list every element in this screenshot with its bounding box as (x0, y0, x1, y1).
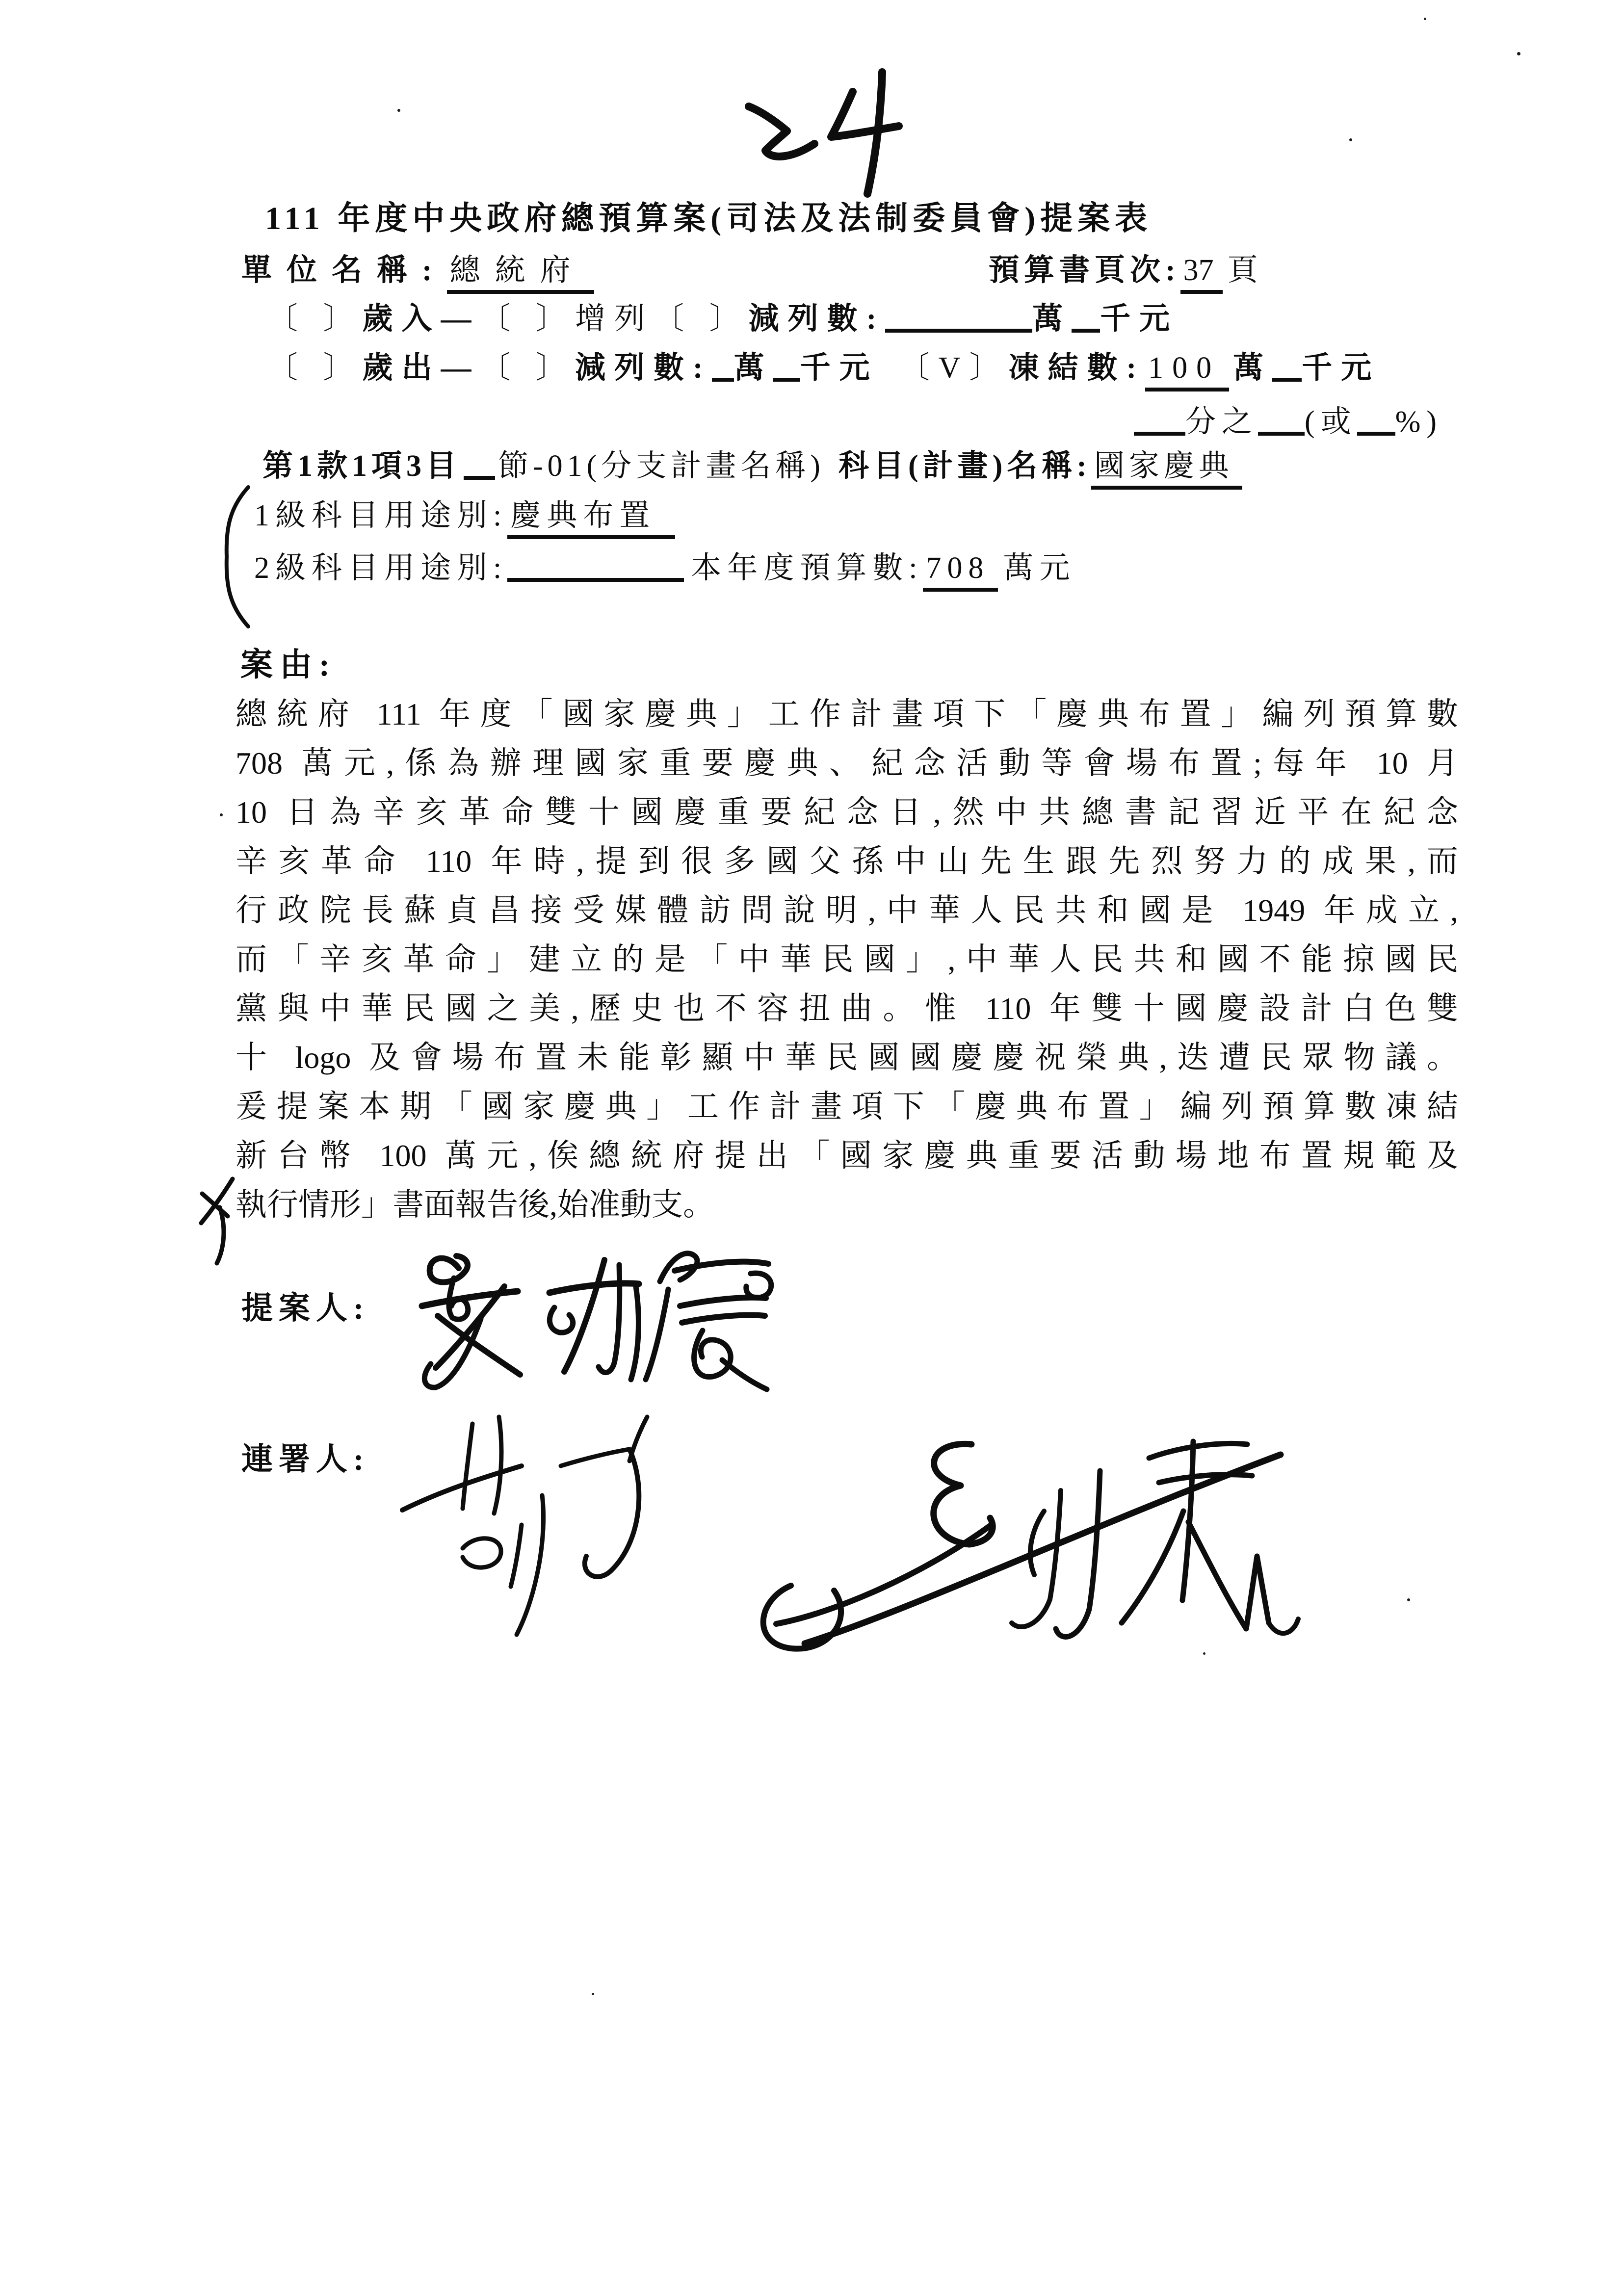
qianyuan-unit: 千元 (1100, 302, 1179, 336)
blank-underline (1072, 300, 1100, 333)
fraction-label: 分之 (1185, 405, 1258, 439)
cut-checkbox-2: 〔 〕 (480, 351, 576, 385)
scan-speck (1424, 18, 1426, 20)
cut-amount-label: 減列數: (748, 302, 886, 336)
proposer-signature (407, 1231, 780, 1393)
unit-name-value: 總統府 (447, 254, 594, 294)
cut-amount-label-2: 減列數: (575, 351, 712, 385)
blank-underline (1357, 403, 1395, 436)
case-reason-body (236, 690, 1458, 1229)
revenue-dash: — (441, 302, 480, 336)
blank-underline (1258, 403, 1305, 436)
freeze-wan-unit: 萬 (1233, 351, 1273, 385)
handwritten-margin-mark (191, 1165, 255, 1268)
blank-underline (507, 549, 684, 582)
cosigner-label: 連署人: (241, 1442, 370, 1477)
case-line: 行政院長蘇貞昌接受媒體訪問說明,中華人民共和國是 1949 年成立, (236, 893, 1458, 928)
section-text: 節-01(分支計畫名稱) (498, 449, 825, 483)
budget-page-label: 預算書頁次: (989, 254, 1180, 287)
subject-name-label: 科目(計畫)名稱: (838, 449, 1091, 483)
blank-underline (712, 349, 734, 382)
case-line: 黨與中華民國之美,歷史也不容扭曲。惟 110 年雙十國慶設計白色雙 (236, 991, 1458, 1026)
blank-underline (885, 300, 1032, 333)
scan-speck (1407, 1598, 1410, 1601)
case-line: 總統府 111 年度「國家慶典」工作計畫項下「慶典布置」編列預算數 (236, 697, 1458, 731)
case-line: 十 logo 及會場布置未能彰顯中華民國國慶慶祝榮典,迭遭民眾物議。 (236, 1040, 1458, 1075)
scan-speck (1203, 1652, 1205, 1655)
expenditure-dash: — (441, 351, 480, 385)
add-label: 增列 (575, 302, 654, 336)
budget-page-value: 37 (1180, 254, 1223, 294)
or-open: (或 (1305, 405, 1357, 439)
freeze-amount-value: 100 (1145, 351, 1229, 391)
wan-unit: 萬 (1032, 302, 1072, 336)
subject-name-value: 國家慶典 (1091, 449, 1242, 490)
qianyuan-unit-2: 千元 (800, 351, 879, 385)
blank-underline (1134, 403, 1185, 436)
case-line: 10 日為辛亥革命雙十國慶重要紀念日,然中共總書記習近平在紀念 (236, 795, 1458, 830)
proposer-label: 提案人: (241, 1291, 370, 1326)
freeze-amount-label: 凍結數: (1008, 351, 1146, 385)
add-checkbox: 〔 〕 (480, 302, 576, 336)
level1-value: 慶典布置 (507, 499, 675, 539)
cosigner-signature-1 (390, 1408, 670, 1644)
wan-unit-2: 萬 (733, 351, 773, 385)
scan-speck (220, 813, 223, 816)
case-line: 而「辛亥革命」建立的是「中華民國」,中華人民共和國不能掠國民 (236, 942, 1458, 977)
handwritten-page-number (726, 47, 932, 199)
annual-budget-label: 本年度預算數: (691, 551, 923, 585)
annual-budget-value: 708 (923, 551, 998, 592)
unit-name-label: 單位名稱: (241, 254, 447, 287)
left-brace (216, 483, 255, 630)
case-line: 爰提案本期「國家慶典」工作計畫項下「慶典布置」編列預算數凍結 (236, 1089, 1458, 1124)
case-line: 708 萬元,係為辦理國家重要慶典、紀念活動等會場布置;每年 10 月 (236, 746, 1458, 781)
revenue-label: 歲入 (362, 302, 441, 336)
scan-speck (1517, 52, 1520, 55)
blank-underline (1272, 349, 1302, 382)
freeze-qianyuan-unit: 千元 (1302, 351, 1381, 385)
scan-speck (592, 1993, 594, 1995)
level1-label: 1級科目用途別: (254, 499, 508, 532)
case-line: 辛亥革命 110 年時,提到很多國父孫中山先生跟先烈努力的成果,而 (236, 844, 1458, 879)
case-line: 新台幣 100 萬元,俟總統府提出「國家慶典重要活動場地布置規範及 (236, 1138, 1458, 1173)
freeze-checkbox-checked: 〔V〕 (899, 351, 1009, 385)
expenditure-checkbox: 〔 〕 (267, 351, 363, 385)
scan-speck (1349, 138, 1352, 141)
blank-underline (773, 349, 800, 382)
percent-close: %) (1395, 405, 1442, 439)
level2-label: 2級科目用途別: (254, 551, 508, 585)
item-number-label: 第1款1項3目 (262, 449, 461, 483)
cut-checkbox: 〔 〕 (654, 302, 749, 336)
annual-budget-unit: 萬元 (1003, 551, 1076, 585)
case-reason-label: 案由: (240, 647, 337, 683)
case-line: 執行情形」書面報告後,始准動支。 (236, 1187, 714, 1222)
revenue-checkbox: 〔 〕 (267, 302, 363, 336)
budget-page-unit: 頁 (1227, 254, 1258, 287)
form-title: 111 年度中央政府總預算案(司法及法制委員會)提案表 (265, 201, 1153, 236)
expenditure-label: 歲出 (362, 351, 441, 385)
blank-underline (464, 447, 495, 480)
scan-speck (397, 109, 400, 112)
cosigner-signature-2 (716, 1413, 1315, 1688)
